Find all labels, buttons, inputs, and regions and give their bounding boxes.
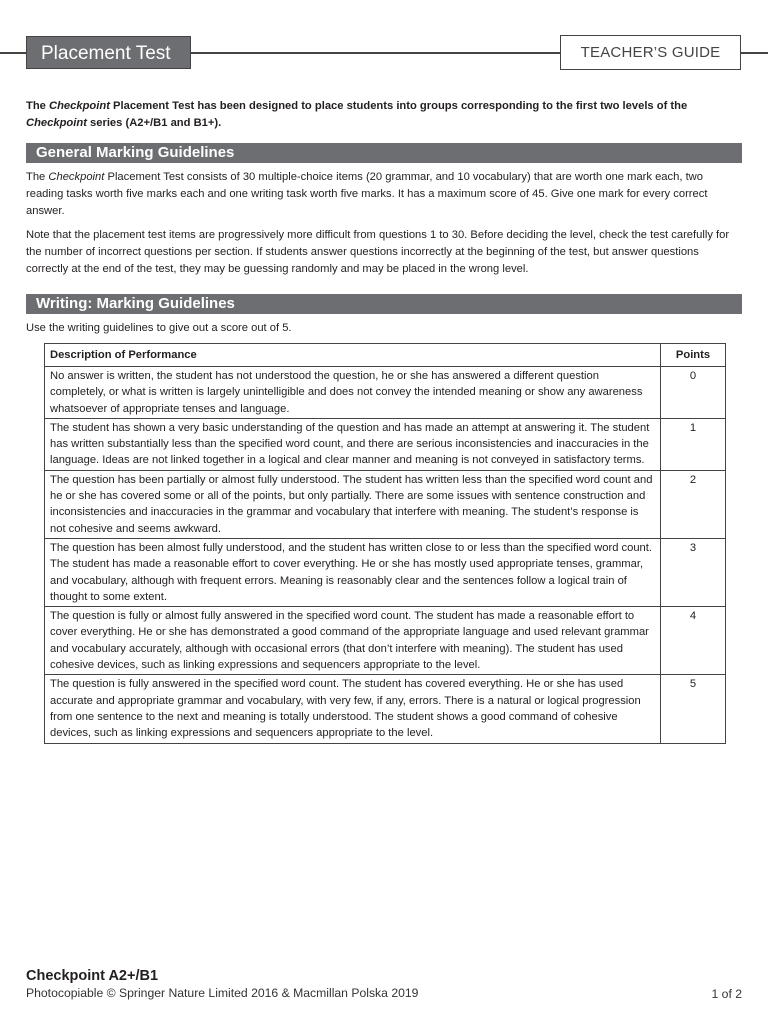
row-points: 1 bbox=[661, 418, 726, 470]
teachers-guide-label: TEACHER’S GUIDE bbox=[560, 35, 741, 70]
table-header-row bbox=[45, 344, 726, 367]
row-description: The student has shown a very basic understanding of the question and has made an attempt at answering it. The student has written substantially less than the specified word count, and there are serious inconsistencies and inaccuracies in the language. Ideas are not linked together in a logical and clear manner and meaning is not conveyed in satisfactory terms. bbox=[45, 418, 661, 470]
row-points: 0 bbox=[661, 367, 726, 419]
row-points: 4 bbox=[661, 607, 726, 675]
page-number: 1 of 2 bbox=[711, 987, 742, 1001]
row-points: 2 bbox=[661, 470, 726, 538]
row-description: The question is fully or almost fully answered in the specified word count. The student has made a reasonable effort to cover everything. He or she has demonstrated a good command of the appropriate language and used relevant grammar and vocabulary accurately, although with occasional errors (that don’t interfere with meaning). The student has used cohesive devices, such as linking expressions and sequencers appropriate to the level. bbox=[45, 607, 661, 675]
intro-series-name-2: Checkpoint bbox=[26, 117, 87, 129]
row-points: 5 bbox=[661, 675, 726, 743]
column-header-points: Points bbox=[661, 344, 726, 367]
table-row bbox=[45, 607, 726, 675]
table-row bbox=[45, 675, 726, 743]
writing-marking-heading: Writing: Marking Guidelines bbox=[26, 294, 742, 314]
general-marking-heading: General Marking Guidelines bbox=[26, 143, 742, 163]
table-row bbox=[45, 367, 726, 419]
writing-paragraph-1: Use the writing guidelines to give out a score out of 5. bbox=[26, 322, 292, 334]
table-row bbox=[45, 418, 726, 470]
row-description: No answer is written, the student has not understood the question, he or she has answered a different question completely, or what is written is largely unintelligible and does not convey the intended meaning or show any awareness whatsoever of appropriate tenses and language. bbox=[45, 367, 661, 419]
performance-table bbox=[44, 343, 726, 744]
intro-series-name: Checkpoint bbox=[49, 100, 110, 112]
general-paragraph-1: The Checkpoint Placement Test consists of 30 multiple-choice items (20 grammar, and 10 vocabulary) that are worth one mark each, two reading tasks worth five marks each and one writing task worth five marks. It has a maximum score of 45. Give one mark for every correct answer. bbox=[26, 171, 708, 217]
row-description: The question is fully answered in the specified word count. The student has covered everything. He or she has used accurate and appropriate grammar and vocabulary, with very few, if any, errors. There is a natural or logical progression from one sentence to the next and meaning is totally understood. The student shows a good command of cohesive devices, such as linking expressions and sequencers appropriate to the level. bbox=[45, 675, 661, 743]
row-description: The question has been almost fully understood, and the student has written close to or less than the specified word count. The student has made a reasonable effort to cover everything. He or she has mostly used appropriate tenses, grammar, and vocabulary, although with frequent errors. Meaning is reasonably clear and the sentences follow a logical train of thought to some extent. bbox=[45, 538, 661, 606]
footer-copyright: Photocopiable © Springer Nature Limited 2016 & Macmillan Polska 2019 bbox=[26, 986, 419, 1000]
general-paragraph-2: Note that the placement test items are progressively more difficult from questions 1 to 30. Before deciding the level, check the test carefully for the number of incorrect questions per section. If students answer questions incorrectly at the beginning of the test, but answer questions correctly at the end of the test, they may be guessing randomly and may be placed in the wrong level. bbox=[26, 229, 730, 275]
footer-title: Checkpoint A2+/B1 bbox=[26, 968, 159, 984]
table-row bbox=[45, 470, 726, 538]
page-title: Placement Test bbox=[26, 36, 191, 69]
intro-paragraph: The Checkpoint Placement Test has been designed to place students into groups corresponding to the first two levels of the Checkpoint series (A2+/B1 and B1+). bbox=[26, 100, 688, 129]
table-row bbox=[45, 538, 726, 606]
row-description: The question has been partially or almost fully understood. The student has written less than the specified word count and he or she has covered some or all of the points, but only partially. There are some issues with sentence construction and inconsistencies and inaccuracies in the grammar and vocabulary that interfere with meaning. The student’s response is not cohesive and seems awkward. bbox=[45, 470, 661, 538]
column-header-description: Description of Performance bbox=[45, 344, 661, 367]
row-points: 3 bbox=[661, 538, 726, 606]
